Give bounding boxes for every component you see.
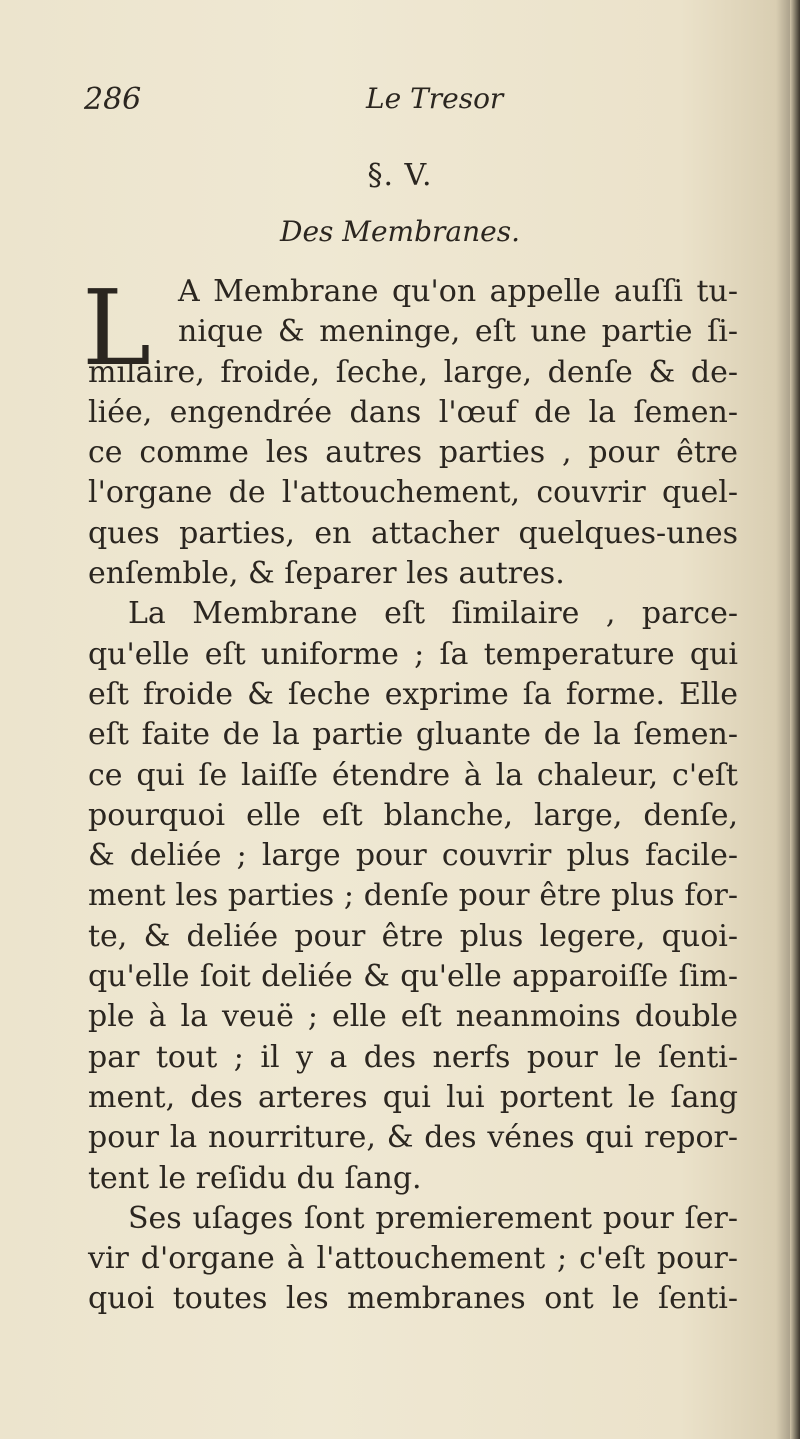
section-title: Des Membranes. [280,215,520,248]
body-text [82,267,738,1320]
text-line: quoi toutes les membranes ont le ſenti- [88,1281,738,1317]
text-line: ques parties, en attacher quelques-unes [88,515,738,551]
text-line: ce qui ſe laiſſe étendre à la chaleur, c'eſt [88,757,738,793]
text-line: nique & meninge, eſt une partie ſi- [178,314,738,350]
text-line: pourquoi elle eſt blanche, large, denſe, [88,797,738,833]
drop-cap: L [82,267,152,389]
section-number: §. V. [367,158,433,193]
text-line: te, & deliée pour être plus legere, quoi- [88,918,738,954]
text-line: eſt faite de la partie gluante de la ſemen- [88,717,738,753]
text-line: Ses uſages ſont premierement pour ſer- [128,1200,738,1236]
text-line: tent le reſidu du ſang. [88,1160,422,1196]
text-line: qu'elle ſoit deliée & qu'elle apparoiſſe ſim- [88,959,738,995]
running-head [84,82,734,132]
text-line: enſemble, & ſeparer les autres. [88,556,565,592]
text-line: ment, des arteres qui lui portent le ſang [88,1079,738,1115]
text-line: par tout ; il y a des nerfs pour le ſenti- [88,1039,738,1075]
text-line: ment les parties ; denſe pour être plus for- [88,878,738,914]
text-line: A Membrane qu'on appelle auſſi tu- [178,274,738,309]
text-line: & deliée ; large pour couvrir plus facile- [88,838,738,874]
running-title: Le Tresor [366,82,504,115]
text-line: liée, engendrée dans l'œuf de la ſemen- [88,394,738,430]
text-line: La Membrane eſt ſimilaire , parce- [128,596,738,632]
text-line: pour la nourriture, & des vénes qui repor- [88,1120,738,1156]
text-line: qu'elle eſt uniforme ; ſa temperature qui [88,636,738,672]
text-line: ce comme les autres parties , pour être [88,435,738,471]
text-line: vir d'organe à l'attouchement ; c'eſt pour- [88,1241,738,1277]
page-number: 286 [84,82,142,117]
text-line: ple à la veuë ; elle eſt neanmoins double [88,999,738,1035]
text-line: milaire, froide, ſeche, large, denſe & de- [88,354,738,390]
text-line: eſt froide & ſeche exprime ſa forme. Elle [88,676,738,712]
text-line: l'organe de l'attouchement, couvrir quel- [88,475,738,511]
